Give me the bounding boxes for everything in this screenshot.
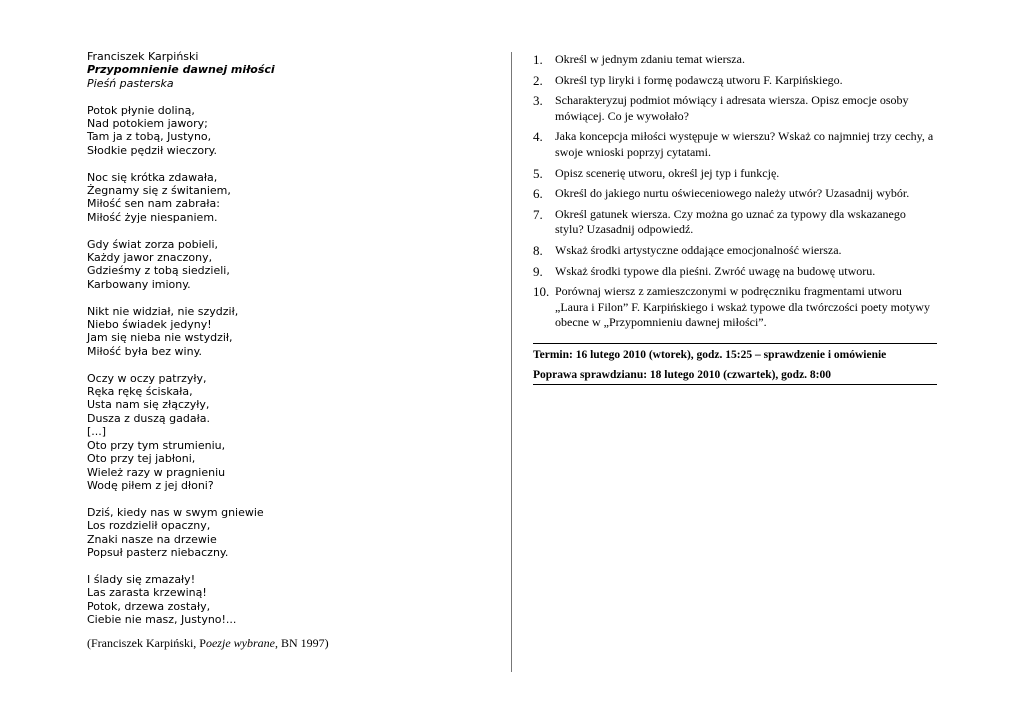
poem-column [87,50,487,650]
question-text: Określ do jakiego nurtu oświeceniowego należy utwór? Uzasadnij wybór. [555,186,910,201]
poem-line: Miłość sen nam zabrała: [87,197,220,211]
poem-line: Tam ja z tobą, Justyno, [87,130,212,144]
question-item [533,186,937,202]
question-number: 4. [533,129,543,145]
question-number: 6. [533,186,543,202]
poem-line: Potok płynie doliną, [87,103,195,117]
question-text: Określ gatunek wiersza. Czy można go uznać za typowy dla wskazanego stylu? Uzasadnij odpowiedź. [555,206,906,237]
poem-line: Oto przy tym strumieniu, [87,438,226,452]
question-text: Wskaż środki artystyczne oddające emocjonalność wiersza. [555,242,842,257]
questions-column [533,52,937,385]
question-number: 1. [533,52,543,67]
poem-line: Żegnamy się z świtaniem, [87,184,231,198]
poem-line: Nikt nie widział, nie szydził, [87,304,239,318]
poem-line: Noc się krótka zdawała, [87,170,218,184]
poem-line: Gdy świat zorza pobieli, [87,237,219,251]
question-item [533,52,937,68]
poem-line: I ślady się zmazały! [87,572,196,586]
question-number: 8. [533,242,543,258]
poem-stanza [87,372,487,493]
question-item [533,264,937,280]
poem-line: [...] [87,425,107,439]
poem-stanza [87,506,487,560]
poem-line: Miłość była bez winy. [87,344,203,358]
poem-stanza [87,238,487,292]
poem-subtitle: Pieśń pasterska [87,76,174,90]
question-number: 7. [533,206,543,222]
poem-line: Każdy jawor znaczony, [87,251,213,265]
poem-line: Potok, drzewa zostały, [87,599,211,613]
poem-line: Gdzieśmy z tobą siedzieli, [87,264,230,278]
column-divider [511,52,512,672]
poem-line: Dusza z duszą gadała. [87,411,210,425]
question-number: 3. [533,93,543,109]
poem-line: Karbowany imiony. [87,277,191,291]
poem-line: Oto przy tej jabłoni, [87,452,196,466]
question-text: Porównaj wiersz z zamieszczonymi w podręczniku fragmentami utworu „Laura i Filon” F. Karpińskiego i wskaż typowe dla twórczości poety motywy obecne w „Przypomnieniu dawnej miłości”. [555,284,930,330]
poem-line: Wodę piłem z jej dłoni? [87,478,214,492]
question-number: 10. [533,284,550,300]
question-item [533,73,937,89]
poem-line: Popsuł pasterz niebaczny. [87,545,229,559]
divider-rule [533,384,937,385]
poem-line: Słodkie pędził wieczory. [87,143,218,157]
question-text: Scharakteryzuj podmiot mówiący i adresata wiersza. Opisz emocje osoby mówiącej. Co je wywołało? [555,93,909,123]
question-text: Określ typ liryki i formę podawczą utworu F. Karpińskiego. [555,72,843,87]
poem-line: Los rozdzielił opaczny, [87,519,211,533]
poem-author: Franciszek Karpiński [87,50,199,63]
question-number: 5. [533,165,543,181]
poem-source-citation [87,637,447,650]
poem-title: Przypomnienie dawnej miłości [87,63,275,77]
poem-line: Miłość żyje niespaniem. [87,210,218,224]
poem-line: Oczy w oczy patrzyły, [87,371,207,385]
deadline-text: Termin: 16 lutego 2010 (wtorek), godz. 15:25 – sprawdzenie i omówienie [533,348,887,361]
retake-text: Poprawa sprawdzianu: 18 lutego 2010 (czwartek), godz. 8:00 [533,368,832,381]
question-item [533,129,937,160]
poem-line: Jam się nieba nie wstydził, [87,331,233,345]
poem-line: Nad potokiem jawory; [87,117,208,131]
question-text: Wskaż środki typowe dla pieśni. Zwróć uwagę na budowę utworu. [555,263,876,278]
question-text: Jaka koncepcja miłości występuje w wierszu? Wskaż co najmniej trzy cechy, a swoje wnioski poprzyj cytatami. [555,129,934,159]
question-item [533,166,937,182]
question-number: 9. [533,263,543,279]
source-text-before: (Franciszek Karpiński, P [87,636,206,650]
question-item [533,93,937,124]
poem-stanza [87,171,487,225]
poem-line: Ciebie nie masz, Justyno!... [87,612,237,626]
poem-line: Znaki nasze na drzewie [87,532,217,546]
deadline-box [533,343,937,385]
poem-line: Wieleż razy w pragnieniu [87,465,226,479]
question-number: 2. [533,72,543,88]
source-book-title: oezje wybrane [205,636,275,650]
poem-line: Las zarasta krzewiną! [87,586,207,600]
poem-stanza [87,305,487,359]
question-text: Opisz scenerię utworu, określ jej typ i funkcję. [555,165,780,180]
poem-line: Dziś, kiedy nas w swym gniewie [87,505,264,519]
poem-line: Niebo świadek jedyny! [87,318,212,332]
poem-line: Usta nam się złączyły, [87,398,210,412]
question-item [533,243,937,259]
question-item [533,284,937,331]
question-text: Określ w jednym zdaniu temat wiersza. [555,52,745,66]
poem-stanza [87,104,487,158]
question-item [533,207,937,238]
source-text-after: , BN 1997) [274,636,329,650]
poem-line: Ręka rękę ściskała, [87,385,193,399]
poem-stanza [87,573,487,627]
